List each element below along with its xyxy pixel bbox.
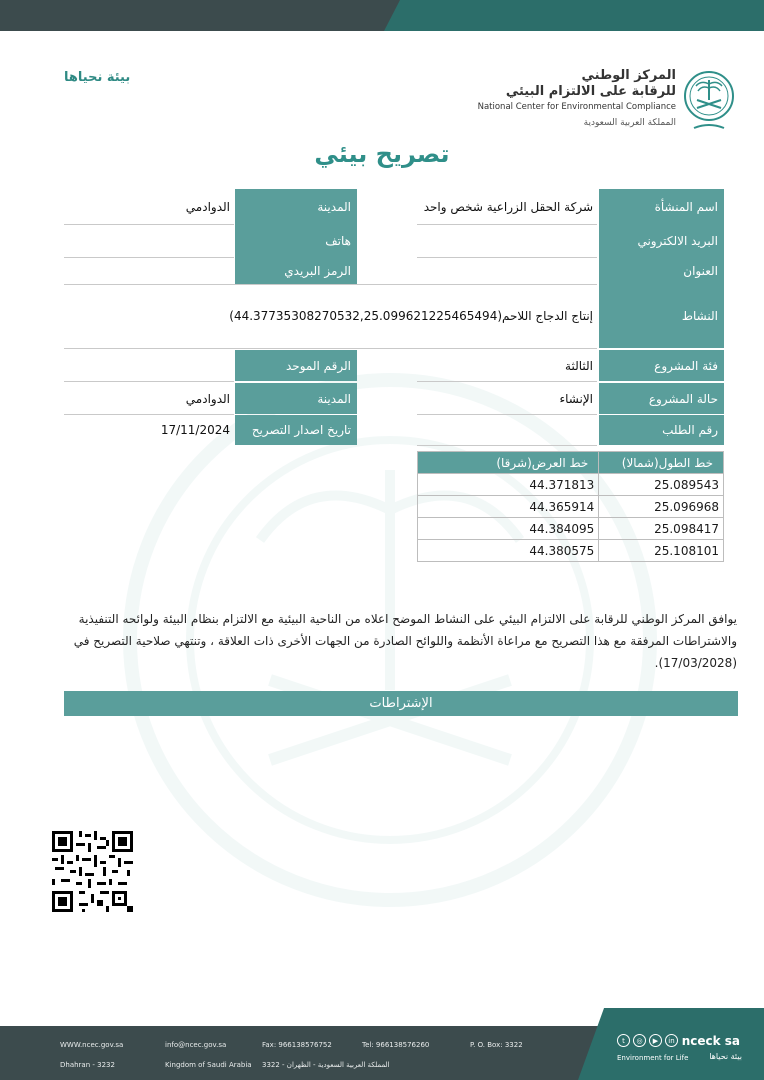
postal-code-value: [64, 257, 234, 284]
address-label: العنوان: [599, 257, 724, 284]
project-category-label: فئة المشروع: [599, 350, 724, 381]
issue-date-value: 17/11/2024: [160, 423, 230, 437]
footer-city-en: Dhahran - 3232: [60, 1061, 115, 1069]
footer-website-link[interactable]: WWW.ncec.gov.sa: [60, 1041, 124, 1049]
issue-date-label: تاريخ اصدار التصريح: [235, 415, 357, 445]
email-value: [417, 224, 597, 257]
table-cell: 44.371813: [418, 474, 599, 496]
slogan: بيئة نحياها: [64, 70, 131, 85]
table-row: [418, 518, 724, 540]
table-cell: 25.089543: [599, 474, 724, 496]
row-divider: [64, 381, 234, 382]
project-status-label: حالة المشروع: [599, 383, 724, 414]
table-cell: 44.380575: [418, 540, 599, 562]
brand-tagline: Environment for Life: [617, 1054, 689, 1062]
project-status-value: الإنشاء: [559, 391, 593, 406]
coordinates-table: [417, 451, 724, 562]
request-number-value: [417, 415, 597, 445]
row-divider: [417, 381, 597, 382]
twitter-icon[interactable]: t: [617, 1034, 630, 1047]
facility-name-label: اسم المنشأة: [599, 189, 724, 224]
address-value: [417, 257, 597, 284]
footer-email-link[interactable]: info@ncec.gov.sa: [165, 1041, 227, 1049]
center-name-english: National Center for Environmental Compliance: [477, 102, 676, 112]
city2-value: الدوادمي: [185, 391, 230, 406]
postal-code-label: الرمز البريدي: [235, 257, 357, 284]
longitude-header: خط العرض(شرقا): [418, 452, 599, 474]
top-dark-strip: [0, 0, 400, 31]
footer-country-en: Kingdom of Saudi Arabia: [165, 1061, 252, 1069]
brand-handle: nceck sa: [681, 1034, 740, 1048]
table-cell: 25.098417: [599, 518, 724, 540]
phone-value: [64, 224, 234, 257]
activity-value: إنتاج الدجاج اللاحم(44.37735308270532,25.099621225465494): [229, 309, 593, 323]
page-title: تصريح بيئي: [314, 140, 450, 168]
table-cell: 44.384095: [418, 518, 599, 540]
country-name-arabic: المملكة العربية السعودية: [583, 118, 676, 128]
table-row: [418, 474, 724, 496]
latitude-header: خط الطول(شمالا): [599, 452, 724, 474]
table-row: [418, 540, 724, 562]
approval-statement: يوافق المركز الوطني للرقابة على الالتزام البيئي على النشاط الموضح اعلاه من الناحية البيئية مع الالتزام بنظام البيئة ولوائحه التنفيذية والاشتراطات المرفقة مع هذا التصريح مع مراعاة الأنظمة واللوائح الصادرة من الجهات الأخرى ذات العلاقة ، وتنتهي صلاحية التصريح في (17/03/2028).: [73, 612, 737, 670]
city-label: المدينة: [235, 189, 357, 224]
linkedin-icon[interactable]: in: [665, 1034, 678, 1047]
request-number-label: رقم الطلب: [599, 415, 724, 445]
row-divider: [64, 348, 597, 349]
qr-code[interactable]: [52, 831, 133, 912]
row-divider: [417, 445, 597, 446]
facility-name-value: شركة الحقل الزراعية شخص واحد: [423, 199, 593, 214]
youtube-icon[interactable]: ▶: [649, 1034, 662, 1047]
footer-fax: Fax: 966138576752: [262, 1041, 332, 1049]
unified-number-label: الرقم الموحد: [235, 350, 357, 381]
table-header-row: [418, 452, 724, 474]
conditions-header: الإشتراطات: [64, 691, 738, 716]
project-category-value: الثالثة: [565, 358, 593, 373]
phone-label: هاتف: [235, 224, 357, 257]
palm-swords-emblem-icon: [682, 66, 736, 136]
email-label: البريد الالكتروني: [599, 224, 724, 257]
social-icons: [617, 1034, 678, 1047]
table-cell: 25.096968: [599, 496, 724, 518]
brand-tagline-arabic: بيئة نحياها: [709, 1052, 742, 1061]
city2-label: المدينة: [235, 383, 357, 414]
instagram-icon[interactable]: ◎: [633, 1034, 646, 1047]
table-cell: 44.365914: [418, 496, 599, 518]
activity-label: النشاط: [599, 284, 724, 348]
footer-tel: Tel: 966138576260: [362, 1041, 430, 1049]
unified-number-value: [64, 350, 234, 381]
table-cell: 25.108101: [599, 540, 724, 562]
city-value: الدوادمي: [185, 199, 230, 214]
footer-address-ar: المملكة العربية السعودية - الظهران - 3322: [262, 1061, 390, 1069]
center-name-arabic: المركز الوطني للرقابة على الالتزام البيئي: [505, 68, 676, 99]
table-row: [418, 496, 724, 518]
footer-pobox: P. O. Box: 3322: [470, 1041, 523, 1049]
